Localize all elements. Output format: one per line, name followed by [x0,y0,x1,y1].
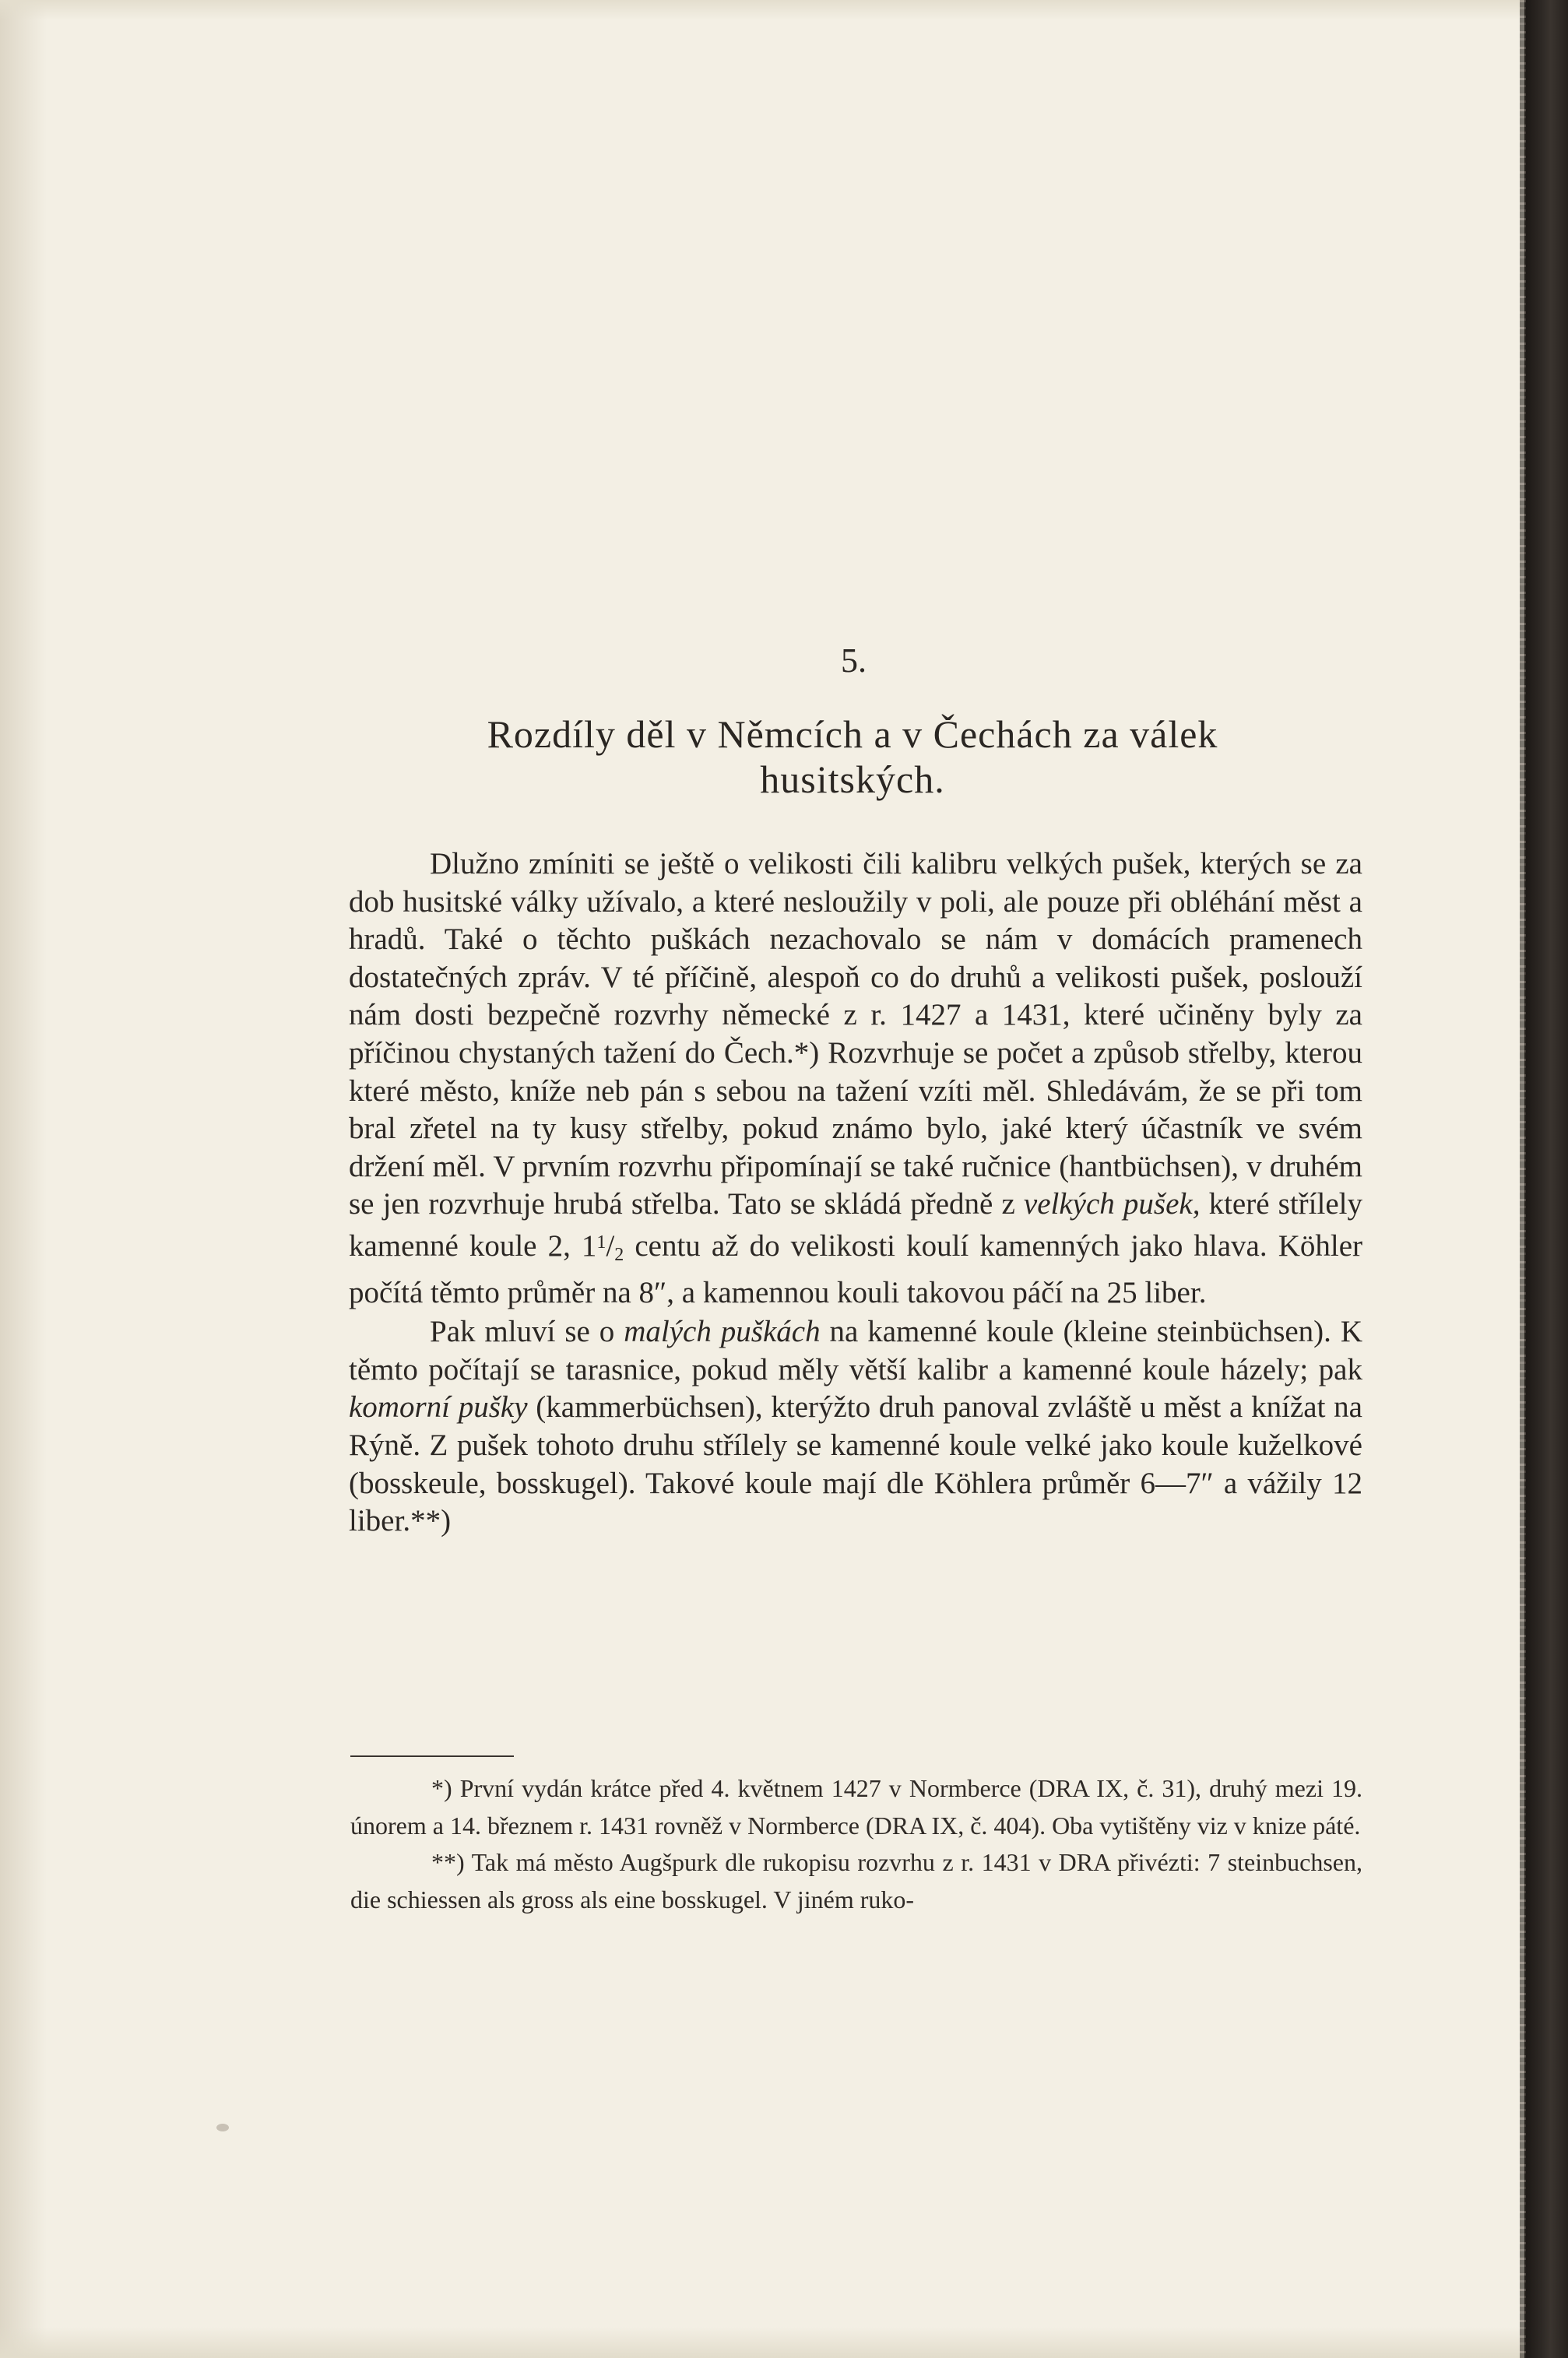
page-number: 5. [841,641,867,680]
chapter-title [350,712,1355,802]
chapter-title-line-2: husitských. [760,757,945,801]
paragraph-2-text-a: Pak mluví se o [430,1315,624,1349]
paragraph-2 [349,1313,1362,1541]
chapter-title-line-1: Rozdíly děl v Němcích a v Čechách za válek [487,712,1218,756]
paragraph-2-emphasis-malych-puskach: malých puškách [624,1315,821,1349]
paragraph-1-text-b: které střílely kamenné koule 2, 1 [349,1187,1362,1263]
paragraph-1-text-c: centu až do velikosti koulí kamenných jako hlava. Köhler počítá těmto průměr na 8″, a kamennou kouli takovou páčí na 25 liber. [349,1228,1362,1309]
footnote-divider [350,1755,514,1757]
page-top-shadow [0,0,1568,20]
page-bottom-shadow [0,2327,1568,2358]
paragraph-1: Dlužno zmíniti se ještě o velikosti čili kalibru velkých pušek, kterých se za dob husitské války užívalo, a které nesloužily v poli, ale pouze při obléhání měst a hradů. Také o těchto puškách nezachovalo se nám v domácích pramenech dostatečných zpráv. V té příčině, alespoň co do druhů a velikosti pušek, poslouží nám dosti bezpečně rozvrhy německé z r. 1427 a 1431, které učiněny byly za příčinou chystaných tažení do Čech.*) Rozvrhuje se počet a způsob střelby, kterou které město, kníže neb pán s sebou na tažení vzíti měl. Shledávám, že se při tom bral zřetel na ty kusy střelby, pokud známo bylo, jaké který účastník ve svém držení měl. V prvním rozvrhu připomínají se také ručnice (hantbüchsen), v druhém se jen rozvrhuje hrubá střelba. Tato se skládá předně z velkých pušek, které střílely kamenné koule 2, $1^1/_2$ centu až do velikosti koulí kamenných jako hlava. Köhler počítá těmto průměr na 8″, a kamennou kouli takovou páčí na 25 liber. [349,847,1362,1309]
cover-frayed-edge [1520,0,1526,2358]
paper-speck [216,2124,229,2131]
paragraph-1-text-a: Dlužno zmíniti se ještě o velikosti čili kalibru velkých pušek, kterých se za dob husitské války užívalo, a které nesloužily v poli, ale pouze při obléhání měst a hradů. Také o těchto puškách nezachovalo se nám v domácích pramenech dostatečných zpráv. V té příčině, alespoň co do druhů a velikosti pušek, poslouží nám dosti bezpečně rozvrhy německé z r. 1427 a 1431, které učiněny byly za příčinou chystaných tažení do Čech.*) Rozvrhuje se počet a způsob střelby, kterou které město, kníže neb pán s sebou na tažení vzíti měl. Shledávám, že se při tom bral zřetel na ty kusy střelby, pokud známo bylo, jaké který účastník ve svém držení měl. V prvním rozvrhu připomínají se také ručnice (hantbüchsen), v druhém se jen rozvrhuje hrubá střelba. Tato se skládá předně z [349,847,1362,1221]
paragraph-2-text-c: (kammerbüchsen), kterýžto druh panoval zvláště u měst a knížat na Rýně. Z pušek tohoto druhu střílely se kamenné koule velké jako koule kuželkové (bosskeule, bosskugel). Takové koule mají dle Köhlera průměr 6—7″ a vážily 12 liber.**) [349,1390,1362,1538]
footnote-1: *) První vydán krátce před 4. květnem 1427 v Normberce (DRA IX, č. 31), druhý mezi 19. únorem a 14. březnem r. 1431 rovněž v Normberce (DRA IX, č. 404). Oba vytištěny viz v knize páté. [350,1774,1362,1840]
book-cover-edge [1524,0,1568,2358]
paragraph-2-text-b: na kamenné koule (kleine steinbüchsen). K těmto počítají se tarasnice, pokud měly větší kalibr a kamenné koule házely; pak [349,1315,1363,1386]
footnote-2: **) Tak má město Augšpurk dle rukopisu rozvrhu z r. 1431 v DRA přivézti: 7 steinbuchsen, die schiessen als gross als eine bosskugel. V jiném ruko- [350,1848,1362,1913]
body-text [349,845,1362,1541]
fraction-numerator: 1 [596,1232,606,1253]
footnotes [350,1770,1362,1918]
paragraph-1-emphasis-velkych-pusek: velkých pušek, [1023,1187,1201,1221]
page-left-shadow [0,0,47,2358]
fraction-denominator: 2 [614,1244,624,1265]
paragraph-2-emphasis-komorni-pusky: komorní pušky [349,1390,528,1425]
